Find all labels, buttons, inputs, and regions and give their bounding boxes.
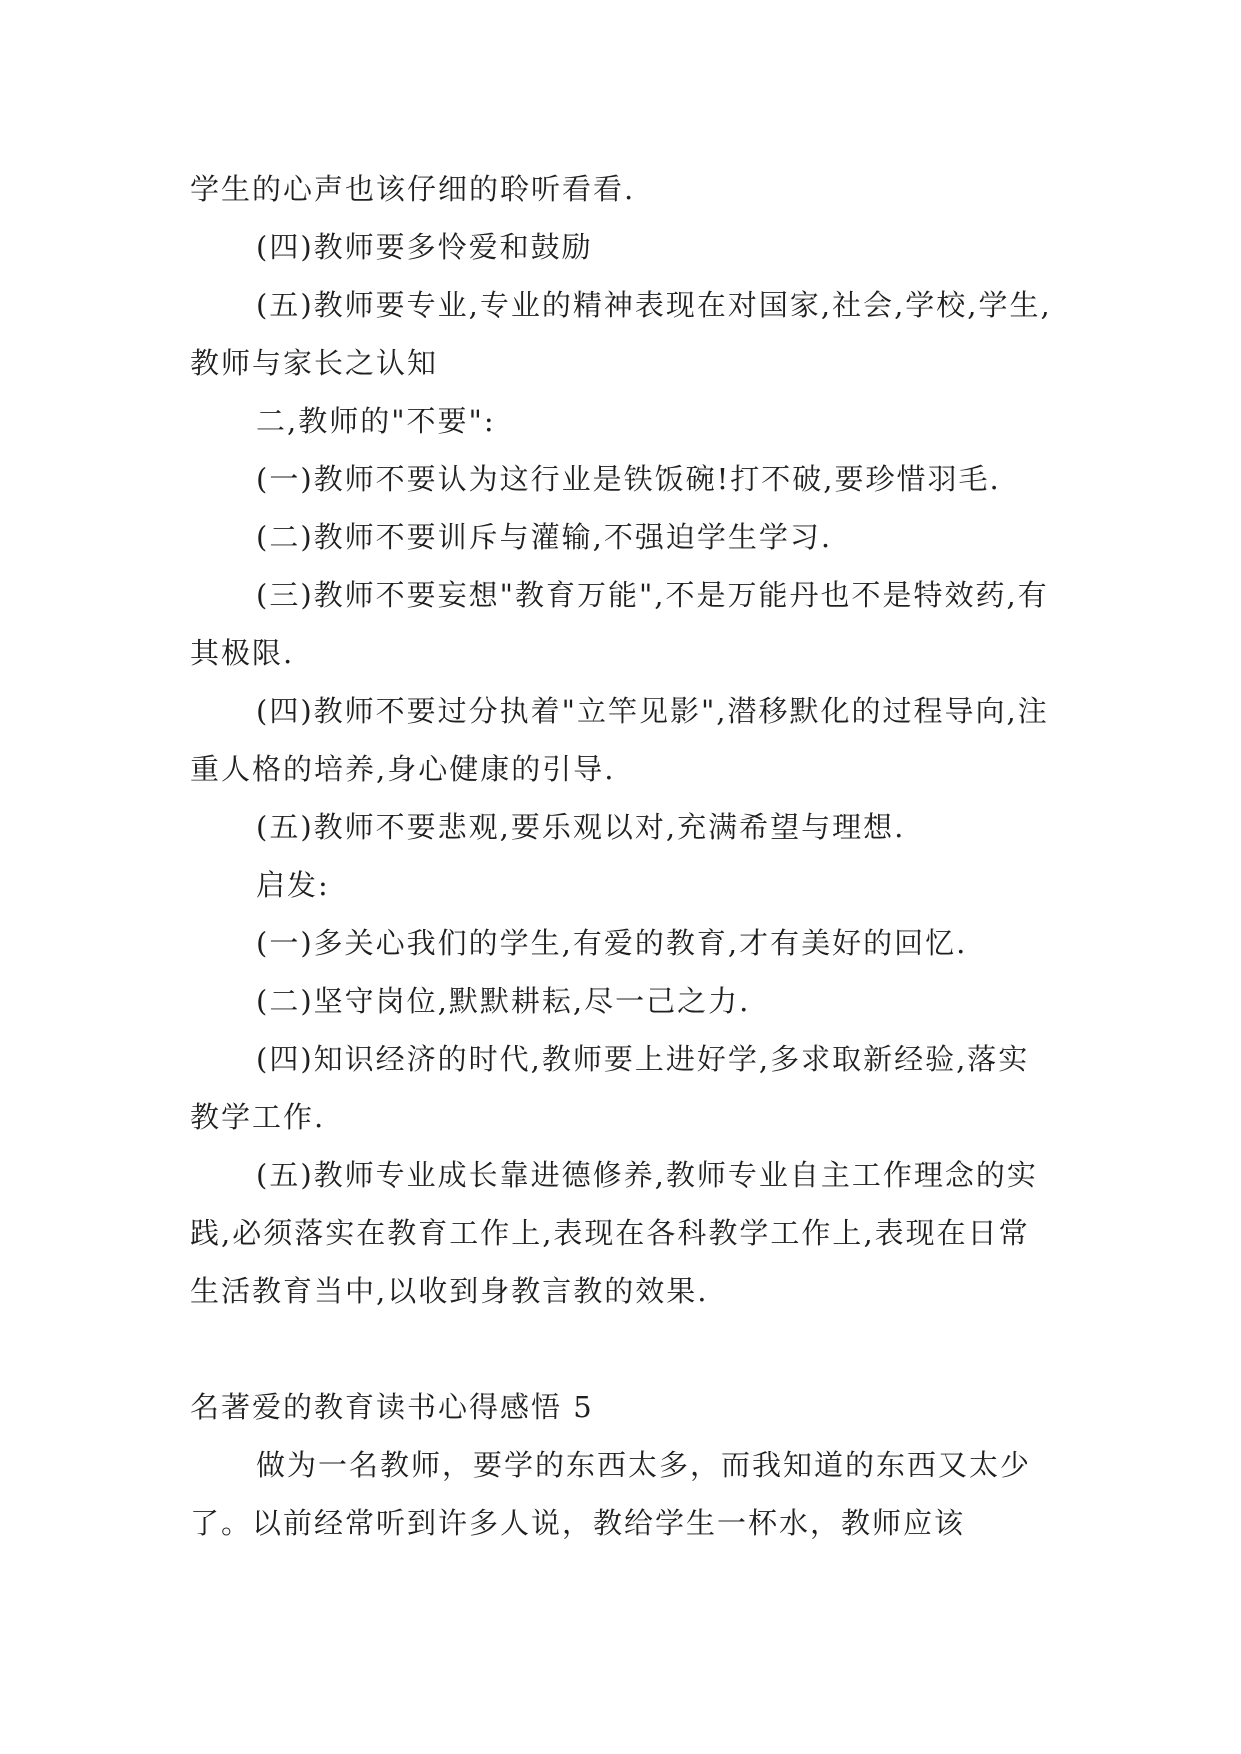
paragraph: (二)教师不要训斥与灌输,不强迫学生学习. bbox=[256, 520, 833, 554]
paragraph: (一)多关心我们的学生,有爱的教育,才有美好的回忆. bbox=[256, 926, 968, 960]
paragraph: (五)教师不要悲观,要乐观以对,充满希望与理想. bbox=[256, 810, 906, 844]
document-body bbox=[190, 160, 1060, 1552]
paragraph: (二)坚守岗位,默默耕耘,尽一己之力. bbox=[256, 984, 751, 1018]
paragraph: 启发: bbox=[256, 868, 330, 902]
paragraph: (一)教师不要认为这行业是铁饭碗!打不破,要珍惜羽毛. bbox=[256, 462, 1001, 496]
paragraph: (四)教师不要过分执着"立竿见影",潜移默化的过程导向,注重人格的培养,身心健康的引导. bbox=[190, 694, 1049, 786]
paragraph: 做为一名教师，要学的东西太多，而我知道的东西又太少了。以前经常听到许多人说，教给学生一杯水，教师应该 bbox=[190, 1448, 1032, 1540]
paragraph: (四)知识经济的时代,教师要上进好学,多求取新经验,落实教学工作. bbox=[190, 1042, 1030, 1134]
paragraph: 学生的心声也该仔细的聆听看看. bbox=[190, 172, 636, 206]
paragraph: (五)教师要专业,专业的精神表现在对国家,社会,学校,学生,教师与家长之认知 bbox=[190, 288, 1052, 380]
paragraph: (三)教师不要妄想"教育万能",不是万能丹也不是特效药,有其极限. bbox=[190, 578, 1049, 670]
paragraph: (五)教师专业成长靠进德修养,教师专业自主工作理念的实践,必须落实在教育工作上,表现在各科教学工作上,表现在日常生活教育当中,以收到身教言教的效果. bbox=[190, 1158, 1038, 1308]
paragraph: (四)教师要多怜爱和鼓励 bbox=[256, 230, 593, 264]
paragraph: 二,教师的"不要": bbox=[256, 404, 496, 438]
section-heading: 名著爱的教育读书心得感悟 5 bbox=[190, 1390, 594, 1424]
